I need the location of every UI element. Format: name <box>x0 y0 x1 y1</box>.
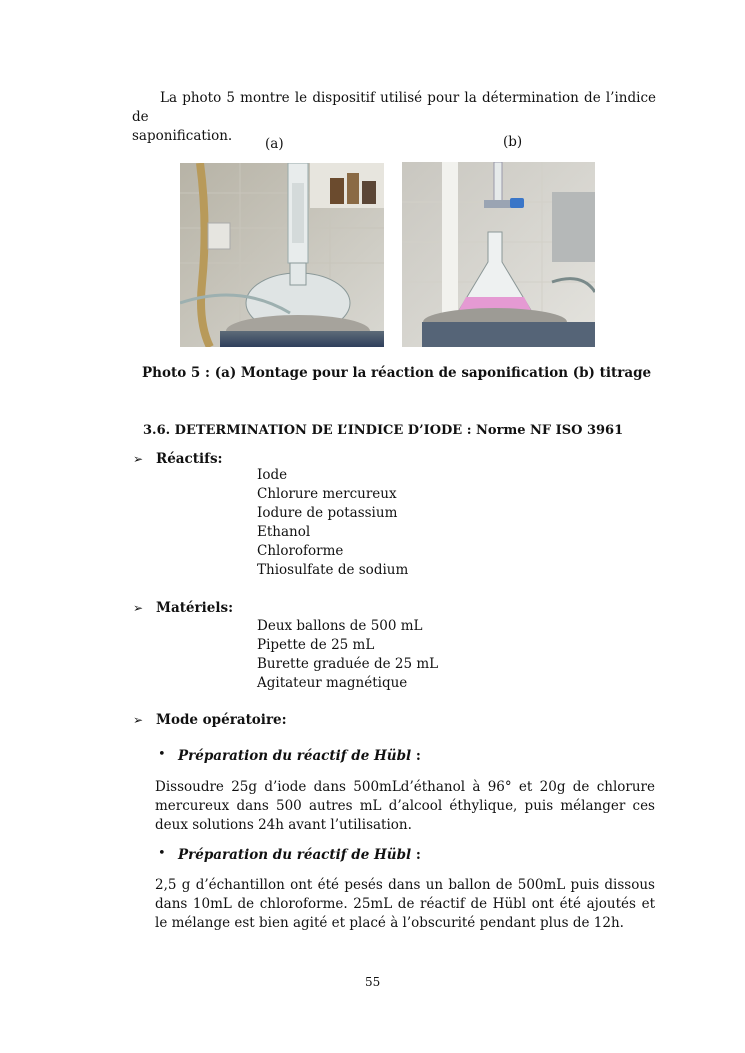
reactifs-list <box>257 466 408 580</box>
step2-title: Préparation du réactif de Hübl <box>178 847 412 863</box>
arrow-bullet-icon: ➢ <box>133 713 144 727</box>
arrow-bullet-icon: ➢ <box>133 601 144 615</box>
photo-b-titration-setup <box>402 162 595 347</box>
photo-a-drawing <box>180 163 384 347</box>
materiel-item: Pipette de 25 mL <box>257 637 375 653</box>
step2-colon: : <box>411 847 421 863</box>
reactif-item: Iodure de potassium <box>257 505 398 521</box>
photo-label-a: (a) <box>265 136 284 152</box>
dot-bullet-icon: • <box>158 846 166 861</box>
materiels-title: Matériels: <box>156 600 234 616</box>
mode-title: Mode opératoire: <box>156 712 287 728</box>
step1-text: Dissoudre 25g d’iode dans 500mLd’éthanol à 96° et 20g de chlorure mercureux dans 500 autres mL d’alcool éthylique, puis mélanger ces deux solutions 24h avant l’utilisation. <box>155 779 655 833</box>
step2-heading <box>178 846 421 865</box>
dot-bullet-icon: • <box>158 747 166 762</box>
section-heading: 3.6. DETERMINATION DE L’INDICE D’IODE : Norme NF ISO 3961 <box>143 423 624 438</box>
reactif-item: Chlorure mercureux <box>257 486 397 502</box>
step1-heading <box>178 747 421 766</box>
photo-a-saponification-setup <box>180 163 384 347</box>
photo-label-b: (b) <box>503 134 523 150</box>
page-number: 55 <box>365 975 381 989</box>
reactif-item: Thiosulfate de sodium <box>257 562 409 578</box>
intro-line-1: La photo 5 montre le dispositif utilisé pour la détermination de l’indice de <box>132 90 656 125</box>
photo-caption: Photo 5 : (a) Montage pour la réaction de saponification (b) titrage <box>142 365 652 381</box>
step2-text: 2,5 g d’échantillon ont été pesés dans un ballon de 500mL puis dissous dans 10mL de chloroforme. 25mL de réactif de Hübl ont été ajoutés et le mélange est bien agité et placé à l’obscurité pendant plus de 12h. <box>155 877 655 931</box>
step1-title: Préparation du réactif de Hübl <box>178 748 412 764</box>
materiel-item: Agitateur magnétique <box>257 675 408 691</box>
materiel-item: Burette graduée de 25 mL <box>257 656 439 672</box>
reactif-item: Ethanol <box>257 524 311 540</box>
materiels-list <box>257 617 438 693</box>
reactifs-title: Réactifs: <box>156 451 223 467</box>
arrow-bullet-icon: ➢ <box>133 452 144 466</box>
intro-line-2: saponification. <box>132 128 233 144</box>
materiel-item: Deux ballons de 500 mL <box>257 618 423 634</box>
step1-colon: : <box>411 748 421 764</box>
reactif-item: Iode <box>257 467 288 483</box>
photo-b-drawing <box>402 162 595 347</box>
intro-paragraph <box>132 89 656 146</box>
reactif-item: Chloroforme <box>257 543 344 559</box>
